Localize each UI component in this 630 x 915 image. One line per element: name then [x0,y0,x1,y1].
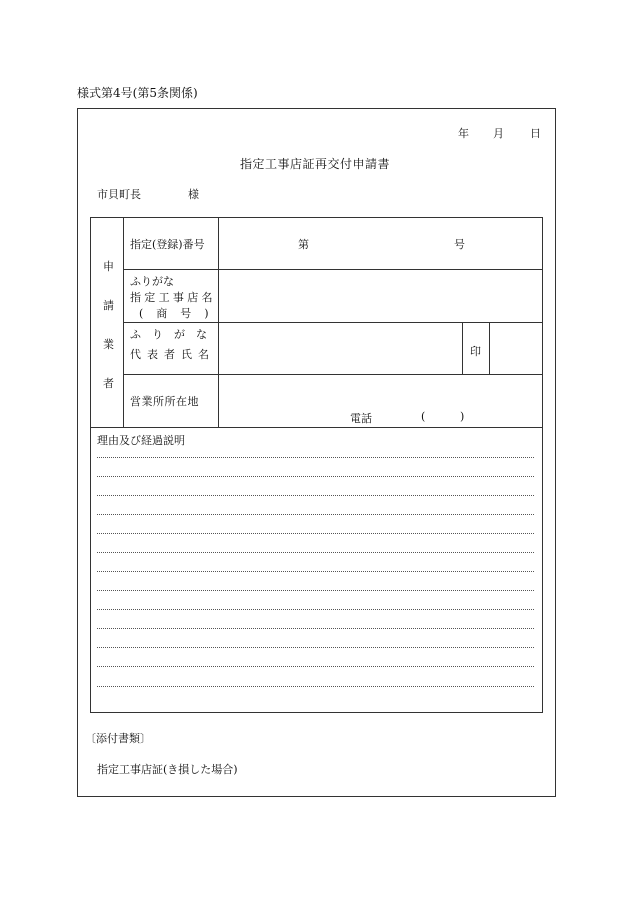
applicant-label-char: 業 [103,338,114,351]
reason-line[interactable] [97,514,534,515]
representative-furigana: ふりがな [130,328,218,341]
attachments-heading: 〔添付書類〕 [85,732,151,745]
phone-paren-open: ( [421,410,426,423]
page-title: 指定工事店証再交付申請書 [240,157,391,171]
applicant-label-char: 者 [103,377,114,390]
reason-line[interactable] [97,495,534,496]
reason-line[interactable] [97,590,534,591]
reason-line[interactable] [97,571,534,572]
reason-line[interactable] [97,457,534,458]
date-year: 年 [458,127,469,140]
section-divider [90,427,543,428]
reason-label: 理由及び経過説明 [97,434,185,447]
reason-line[interactable] [97,647,534,648]
reason-line[interactable] [97,666,534,667]
office-address-label: 営業所所在地 [130,395,199,408]
phone-paren-close: ) [460,410,465,423]
phone-label: 電話 [350,412,372,425]
store-name-furigana: ふりがな [130,275,174,288]
seal-divider-left [462,322,463,374]
row-divider [123,269,543,270]
designation-number-suffix: 号 [454,238,465,251]
addressee-honorific: 様 [188,188,199,201]
date-month: 月 [493,127,504,140]
form-number: 様式第4号(第5条関係) [77,86,198,100]
seal-label: 印 [470,345,481,358]
reason-line[interactable] [97,686,534,687]
reason-line[interactable] [97,609,534,610]
date-day: 日 [530,127,541,140]
reason-line[interactable] [97,552,534,553]
store-name-sub: (商号) [139,307,222,320]
seal-divider-right [489,322,490,374]
reason-line[interactable] [97,628,534,629]
applicant-label-char: 申 [103,260,114,273]
representative-label: 代表者氏名 [130,348,215,361]
reason-line[interactable] [97,533,534,534]
attachments-item: 指定工事店証(き損した場合) [97,763,238,776]
row-divider [123,374,543,375]
designation-number-prefix: 第 [298,238,309,251]
applicant-label-char: 請 [103,299,114,312]
row-divider [123,322,543,323]
store-name-label: 指定工事店名 [130,291,216,304]
designation-number-label: 指定(登録)番号 [130,238,205,251]
addressee-name: 市貝町長 [97,188,141,201]
reason-line[interactable] [97,476,534,477]
